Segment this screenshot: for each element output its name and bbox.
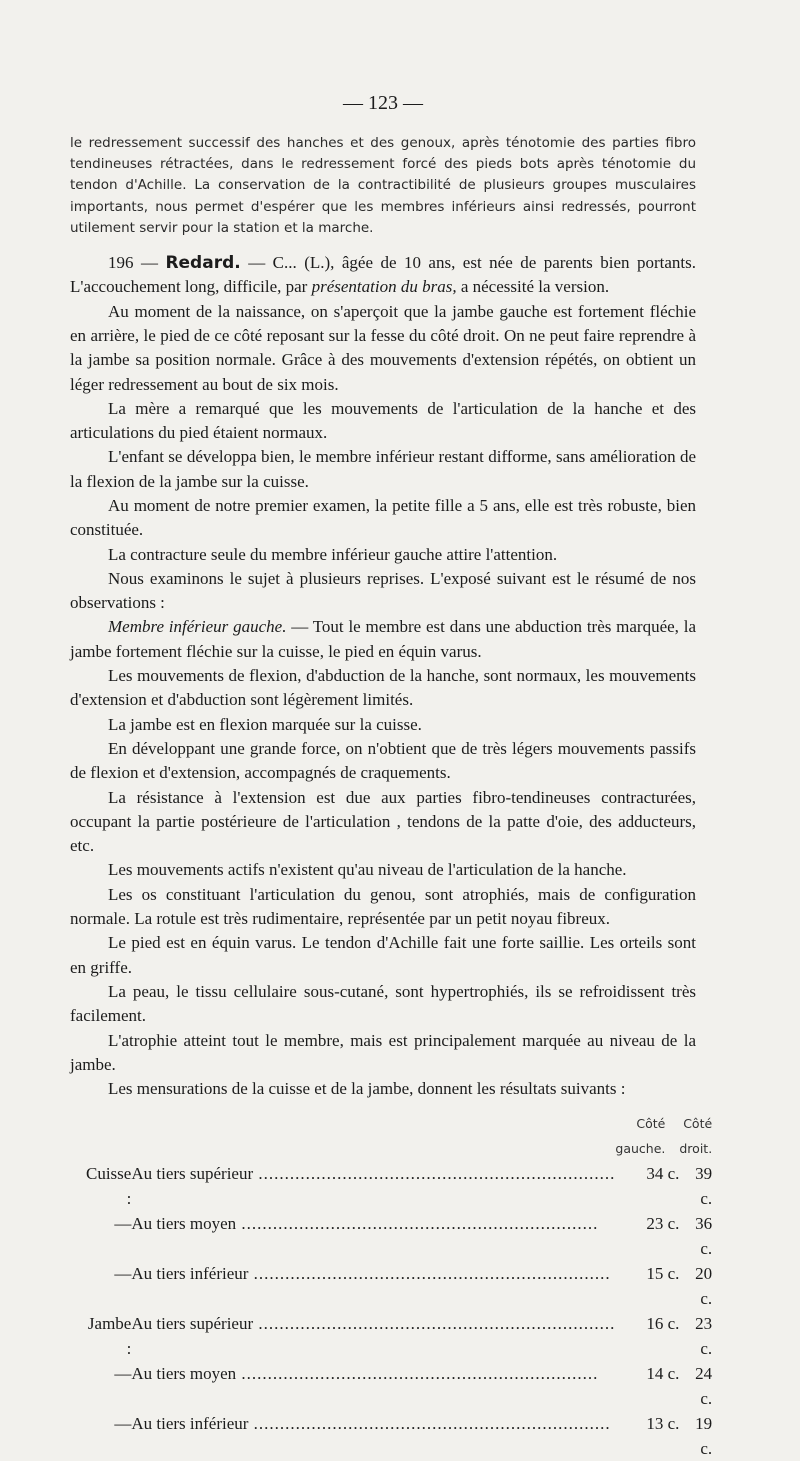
table-header-row bbox=[86, 1111, 712, 1161]
value-right: 39 c. bbox=[695, 1164, 713, 1209]
table-row bbox=[86, 1361, 712, 1411]
row-group: — bbox=[114, 1214, 132, 1234]
row-group: — bbox=[114, 1414, 132, 1434]
value-left: 15 c. bbox=[646, 1264, 680, 1284]
author-name: Redard. bbox=[165, 253, 241, 274]
row-label: Au tiers inférieur ..... bbox=[131, 1414, 610, 1433]
table-row bbox=[86, 1311, 712, 1361]
section-heading: Membre inférieur gauche. bbox=[108, 617, 287, 637]
table-row bbox=[86, 1211, 712, 1261]
section-paragraph bbox=[70, 615, 696, 664]
column-header-left: Côté gauche. bbox=[615, 1116, 666, 1157]
value-left: 34 c. bbox=[646, 1164, 680, 1184]
case-heading-paragraph bbox=[70, 251, 696, 300]
page-number: — 123 — bbox=[343, 92, 423, 114]
paragraph: Les mouvements de flexion, d'abduction de la hanche, sont normaux, les mouvements d'extension et d'abduction sont légèrement limités. bbox=[70, 666, 696, 710]
value-left: 23 c. bbox=[646, 1214, 680, 1234]
row-label: Au tiers moyen ..... bbox=[131, 1364, 598, 1383]
row-label: Au tiers supérieur ..... bbox=[131, 1314, 615, 1333]
row-group: Cuisse : bbox=[86, 1164, 132, 1209]
paragraph: La contracture seule du membre inférieur gauche attire l'attention. bbox=[108, 544, 558, 564]
paragraph: L'atrophie atteint tout le membre, mais est principalement marquée au niveau de la jambe. bbox=[70, 1030, 696, 1074]
paragraph: Les os constituant l'articulation du genou, sont atrophiés, mais de configuration normale. La rotule est très rudimentaire, représentée par un petit noyau fibreux. bbox=[70, 884, 696, 929]
row-label: Au tiers inférieur ..... bbox=[131, 1264, 610, 1283]
value-right: 19 c. bbox=[695, 1414, 713, 1459]
table-row bbox=[86, 1161, 712, 1211]
paragraph: Au moment de notre premier examen, la petite fille a 5 ans, elle est très robuste, bien constituée. bbox=[70, 495, 696, 540]
measurements-table bbox=[86, 1111, 712, 1461]
value-right: 36 c. bbox=[695, 1214, 713, 1259]
table-row bbox=[86, 1261, 712, 1311]
paragraph: La peau, le tissu cellulaire sous-cutané, sont hypertrophiés, ils se refroidissent très facilement. bbox=[70, 981, 696, 1026]
row-group: — bbox=[114, 1264, 132, 1284]
value-left: 13 c. bbox=[646, 1414, 680, 1434]
row-label: Au tiers supérieur ..... bbox=[131, 1164, 615, 1183]
column-header-right: Côté droit. bbox=[679, 1116, 713, 1157]
case-end: a nécessité la version. bbox=[460, 277, 610, 297]
row-label: Au tiers moyen ..... bbox=[131, 1214, 598, 1233]
value-left: 14 c. bbox=[646, 1364, 680, 1384]
paragraph: Nous examinons le sujet à plusieurs reprises. L'exposé suivant est le résumé de nos observations : bbox=[70, 568, 696, 613]
table-row bbox=[86, 1411, 712, 1461]
paragraph: En développant une grande force, on n'obtient que de très légers mouvements passifs de flexion et d'extension, accompagnés de craquements. bbox=[70, 738, 696, 783]
paragraph: La jambe est en flexion marquée sur la cuisse. bbox=[108, 714, 422, 734]
paragraph: La mère a remarqué que les mouvements de l'articulation de la hanche et des articulations du pied étaient normaux. bbox=[70, 398, 696, 443]
paragraph: L'enfant se développa bien, le membre inférieur restant difforme, sans amélioration de la flexion de la jambe sur la cuisse. bbox=[70, 447, 696, 491]
case-intro: — C... (L.), âgée de 10 ans, est née de parents bien portants. L'accouchement long, difficile, par bbox=[70, 253, 697, 297]
row-group: — bbox=[114, 1364, 132, 1384]
paragraph: Le pied est en équin varus. Le tendon d'Achille fait une forte saillie. Les orteils sont en griffe. bbox=[70, 933, 696, 977]
value-right: 20 c. bbox=[695, 1264, 713, 1309]
paragraph: La résistance à l'extension est due aux parties fibro-tendineuses contracturées, occupant la partie postérieure de l'articulation , tendons de la patte d'oie, des adducteurs, etc. bbox=[70, 787, 696, 856]
paragraph-opening: le redressement successif des hanches et des genoux, après ténotomie des parties fibro tendineuses rétractées, dans le redressement forcé des pieds bots après ténotomie du tendon d'Achille. La conservation de la contractibilité de plusieurs groupes musculaires importants, nous permet d'espérer que les membres inférieurs ainsi redressés, pourront utilement servir pour la station et la marche. bbox=[70, 135, 696, 236]
paragraph: Les mouvements actifs n'existent qu'au niveau de l'articulation de la hanche. bbox=[108, 860, 627, 880]
value-left: 16 c. bbox=[646, 1314, 680, 1334]
paragraph: Au moment de la naissance, on s'aperçoit que la jambe gauche est fortement fléchie en arrière, le pied de ce côté reposant sur la fesse du côté droit. On ne peut faire reprendre à la jambe sa position normale. Grâce à des mouvements d'extension répétés, on obtient un léger redressement au bout de six mois. bbox=[70, 301, 696, 394]
paragraph: Les mensurations de la cuisse et de la jambe, donnent les résultats suivants : bbox=[108, 1079, 626, 1099]
value-right: 23 c. bbox=[695, 1314, 713, 1359]
row-group: Jambe : bbox=[87, 1314, 132, 1359]
case-italic: présentation du bras, bbox=[311, 277, 457, 297]
value-right: 24 c. bbox=[695, 1364, 713, 1409]
case-number: 196 — bbox=[108, 253, 158, 273]
section-text: — Tout le membre est dans une abduction très marquée, la jambe fortement fléchie sur la cuisse, le pied en équin varus. bbox=[70, 617, 696, 661]
